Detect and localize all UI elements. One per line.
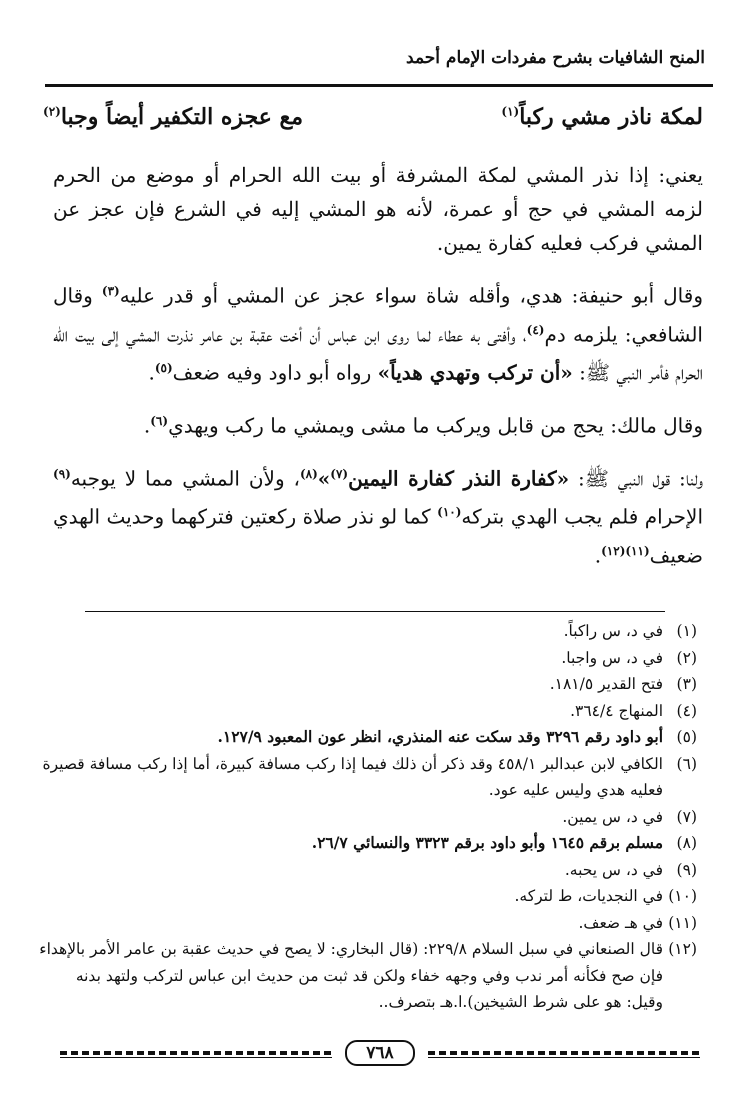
paragraph-3-text: وقال مالك: يحج من قابل ويركب ما مشى ويمشي ما ركب ويهدي — [168, 413, 703, 438]
footnote-text: في د، س راكباً. — [563, 622, 663, 640]
footnote-item — [37, 751, 697, 804]
header-rule — [45, 84, 713, 87]
footnote-number: (٤) — [676, 701, 697, 720]
running-header: المنح الشافيات بشرح مفردات الإمام أحمد — [406, 48, 705, 68]
footnote-text: في د، س يمين. — [562, 807, 663, 826]
footnote-text: في هـ ضعف. — [578, 913, 663, 932]
footnote-item — [37, 936, 697, 1016]
hadith-quote-2-close: » — [317, 466, 331, 491]
footnote-item — [37, 910, 697, 937]
footnote-ref-3: (٣) — [101, 284, 120, 298]
paragraph-2-end: . — [148, 360, 155, 385]
footer-ornament-right — [428, 1051, 700, 1055]
footnote-number: (١١) — [668, 913, 697, 932]
footnote-item — [37, 698, 697, 725]
footnote-text: مسلم برقم ١٦٤٥ وأبو داود برقم ٣٣٢٣ والنسائي ٢٦/٧. — [311, 833, 663, 852]
footnote-item — [37, 724, 697, 751]
footnote-number: (١٢) — [668, 940, 697, 958]
footnote-text: أبو داود رقم ٣٢٩٦ وقد سكت عنه المنذري، انظر عون المعبود ١٢٧/٩. — [217, 727, 663, 746]
footnote-ref-1: (١) — [501, 104, 520, 119]
footnote-separator — [85, 611, 665, 612]
footnote-item — [37, 804, 697, 831]
footnote-ref-7: (٧) — [330, 466, 349, 481]
hadith-quote-2: «كفارة النذر كفارة اليمين — [348, 466, 570, 491]
paragraph-2 — [53, 274, 703, 390]
paragraph-3 — [53, 404, 703, 443]
footnote-ref-11-12: (١١)(١٢) — [601, 543, 650, 558]
footnote-item — [37, 645, 697, 672]
footnote-text: في د، س واجبا. — [561, 648, 663, 667]
paragraph-4-text-a: ولنا: قول النبي ﷺ: — [569, 466, 704, 491]
footnote-item — [37, 857, 697, 884]
footnote-number: (٩) — [676, 860, 697, 879]
footnote-text: قال الصنعاني في سبل السلام ٢٢٩/٨: (قال البخاري: لا يصح في حديث عقبة بن عامر الأمر بالإهداء فإن صح فكأنه أمر ندب وفي وجهه خفاء ولكن قد ثبت من حديث ابن عباس لتركب ولتهد بدنه وقيل: هو على شرط الشيخين).ا.هـ بتصرف.. — [39, 940, 663, 1011]
footnote-text: الكافي لابن عبدالبر ٤٥٨/١ وقد ذكر أن ذلك فيما إذا ركب مسافة كبيرة، أما إذا ركب مسافة قصيرة فعليه هدي وليس عليه عود. — [42, 754, 663, 799]
footnote-ref-4: (٤) — [526, 322, 545, 337]
footnote-number: (٧) — [676, 807, 697, 826]
footnote-item — [37, 671, 697, 698]
footnote-ref-10: (١٠) — [437, 505, 462, 520]
paragraph-2-text-d: رواه أبو داود وفيه ضعف — [172, 360, 378, 385]
footnote-ref-9: (٩) — [53, 466, 71, 481]
paragraph-4-text-d: كما لو نذر صلاة ركعتين فتركهما وحديث الهدي ضعيف — [53, 504, 703, 568]
footnote-text: المنهاج ٣٦٤/٤. — [570, 701, 663, 720]
page-number: ٧٦٨ — [345, 1040, 415, 1066]
footnote-text: فتح القدير ١٨١/٥. — [549, 675, 663, 693]
verse-first-hemistich — [501, 104, 703, 130]
verse-first-hemistich-text: لمكة ناذر مشي ركباً — [519, 104, 703, 130]
footnote-number: (٦) — [676, 754, 697, 773]
paragraph-4-text-c: الإحرام فلم يجب الهدي بتركه — [461, 504, 703, 529]
poem-verse — [43, 104, 703, 144]
paragraph-2-text-b: وقال الشافعي: يلزمه دم — [53, 283, 703, 347]
footnote-number: (١) — [676, 622, 697, 640]
paragraph-4 — [53, 457, 703, 573]
verse-second-hemistich-text: مع عجزه التكفير أيضاً وجبا — [60, 104, 304, 130]
footnote-item — [37, 830, 697, 857]
footnote-number: (١٠) — [668, 887, 697, 905]
footnote-number: (٣) — [676, 675, 697, 693]
hadith-quote-1: «أن تركب وتهدي هدياً» — [377, 360, 573, 385]
footnote-number: (٥) — [676, 728, 697, 746]
page-footer — [60, 1040, 700, 1066]
footnote-item — [37, 618, 697, 645]
paragraph-1: يعني: إذا نذر المشي لمكة المشرفة أو بيت الله الحرام أو موضع من الحرم لزمه المشي في حج أو عمرة، لأنه هو المشي إليه في الشرع فإن عجز عن المشي فركب فعليه كفارة يمين. — [53, 163, 703, 255]
paragraph-2-text-c: ، وأفتى به عطاء لما روى ابن عباس أن أخت عقبة بن عامر نذرت المشي إلى بيت الله الحرام فأمر النبي ﷺ: — [53, 322, 703, 385]
footnotes-list — [37, 618, 697, 1016]
paragraph-4-text-b: ، ولأن المشي مما لا يوجبه — [70, 466, 300, 491]
paragraph-4-end: . — [594, 543, 602, 568]
footnote-ref-2: (٢) — [43, 104, 61, 119]
paragraph-2-text-a: وقال أبو حنيفة: هدي، وأقله شاة سواء عجز عن المشي أو قدر عليه — [119, 283, 703, 308]
footnote-text: في النجديات، ط لتركه. — [514, 887, 663, 905]
footnote-text: في د، س يحبه. — [564, 860, 663, 879]
verse-second-hemistich — [43, 104, 303, 130]
paragraph-3-end: . — [143, 413, 151, 438]
footnote-ref-5: (٥) — [154, 361, 173, 376]
footnote-ref-6: (٦) — [150, 413, 169, 428]
footnote-number: (٨) — [676, 834, 697, 852]
footnote-item — [37, 883, 697, 910]
footer-ornament-left — [60, 1051, 332, 1055]
footnote-number: (٢) — [676, 648, 697, 667]
main-text — [53, 158, 703, 587]
footnote-ref-8: (٨) — [299, 466, 318, 481]
